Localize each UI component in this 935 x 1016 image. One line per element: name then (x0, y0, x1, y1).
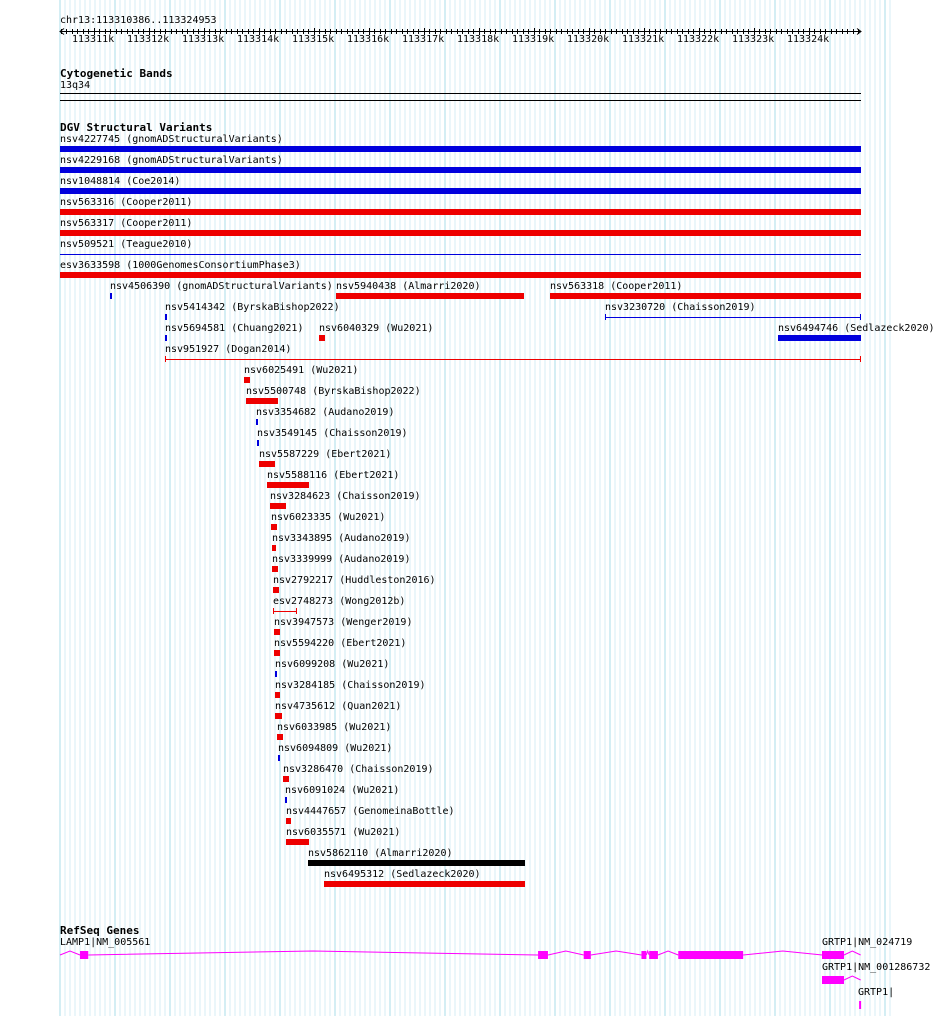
dgv-feature-bar[interactable] (319, 335, 325, 341)
dgv-feature-label: nsv5694581 (Chuang2021) (165, 323, 304, 334)
dgv-feature-label: nsv3284623 (Chaisson2019) (270, 491, 421, 502)
refseq-gene-model[interactable] (822, 973, 861, 987)
dgv-feature-bar[interactable] (60, 146, 861, 152)
dgv-feature-label: nsv3286470 (Chaisson2019) (283, 764, 434, 775)
dgv-feature-label: nsv5500748 (ByrskaBishop2022) (246, 386, 421, 397)
dgv-feature-bar[interactable] (60, 167, 861, 173)
dgv-feature-bar[interactable] (165, 335, 167, 341)
refseq-exon (80, 951, 88, 959)
ruler-tick-label: 113311k (72, 34, 115, 45)
dgv-feature-bar[interactable] (336, 293, 524, 299)
dgv-feature-bar[interactable] (244, 377, 250, 383)
ruler-tick-label: 113320k (567, 34, 610, 45)
dgv-feature-label: nsv1048814 (Coe2014) (60, 176, 181, 187)
dgv-feature-label: nsv6094809 (Wu2021) (278, 743, 393, 754)
refseq-intron (658, 951, 678, 955)
dgv-feature-bar[interactable] (274, 650, 280, 656)
refseq-gene-label: GRTP1| (858, 987, 895, 998)
refseq-exon (649, 951, 658, 959)
cytoband-track-title: Cytogenetic Bands (60, 67, 173, 80)
ruler-axis[interactable] (0, 22, 890, 72)
dgv-feature-bar[interactable] (267, 482, 309, 488)
refseq-exon (859, 1001, 861, 1009)
dgv-feature-bar[interactable] (283, 776, 289, 782)
ruler-tick-label: 113317k (402, 34, 445, 45)
dgv-feature-label: nsv5588116 (Ebert2021) (267, 470, 400, 481)
dgv-feature-bar[interactable] (274, 629, 280, 635)
dgv-feature-bar[interactable] (60, 254, 861, 255)
dgv-feature-label: nsv6040329 (Wu2021) (319, 323, 434, 334)
dgv-feature-bar[interactable] (165, 359, 861, 360)
dgv-feature-label: nsv6033985 (Wu2021) (277, 722, 392, 733)
cytoband-label: 13q34 (60, 80, 91, 91)
dgv-feature-bar[interactable] (275, 671, 277, 677)
dgv-feature-label: nsv4229168 (gnomADStructuralVariants) (60, 155, 283, 166)
dgv-feature-bar[interactable] (259, 461, 275, 467)
refseq-exon (641, 951, 646, 959)
dgv-feature-bar[interactable] (271, 524, 277, 530)
dgv-feature-bar[interactable] (270, 503, 286, 509)
dgv-feature-label: nsv563318 (Cooper2011) (550, 281, 683, 292)
dgv-feature-bar[interactable] (286, 818, 291, 824)
cytoband-line-bottom (60, 100, 861, 101)
dgv-feature-label: nsv6023335 (Wu2021) (271, 512, 386, 523)
dgv-feature-bar[interactable] (110, 293, 112, 299)
dgv-feature-bar[interactable] (60, 230, 861, 236)
cytoband-line-top (60, 93, 861, 94)
dgv-feature-bar[interactable] (550, 293, 861, 299)
dgv-feature-label: nsv6099208 (Wu2021) (275, 659, 390, 670)
ruler-tick-label: 113319k (512, 34, 555, 45)
dgv-feature-bar[interactable] (246, 398, 278, 404)
ruler-tick-label: 113312k (127, 34, 170, 45)
dgv-feature-bar[interactable] (257, 440, 259, 446)
refseq-intron (743, 951, 822, 955)
dgv-feature-bar[interactable] (275, 713, 282, 719)
refseq-exon (538, 951, 548, 959)
dgv-feature-label: nsv6495312 (Sedlazeck2020) (324, 869, 481, 880)
dgv-feature-endcap (165, 356, 166, 362)
refseq-intron (844, 976, 861, 980)
refseq-gene-label: LAMP1|NM_005561 (60, 937, 151, 948)
refseq-gene-label: GRTP1|NM_001286732 (822, 962, 931, 973)
dgv-feature-label: nsv6494746 (Sedlazeck2020) (778, 323, 935, 334)
dgv-feature-bar[interactable] (308, 860, 525, 866)
refseq-track-title: RefSeq Genes (60, 924, 140, 937)
refseq-exon (584, 951, 591, 959)
dgv-feature-bar[interactable] (60, 209, 861, 215)
dgv-feature-label: nsv3947573 (Wenger2019) (274, 617, 413, 628)
dgv-feature-label: nsv509521 (Teague2010) (60, 239, 193, 250)
ruler-tick-label: 113314k (237, 34, 280, 45)
dgv-track-title: DGV Structural Variants (60, 121, 213, 134)
dgv-feature-label: nsv3343895 (Audano2019) (272, 533, 411, 544)
dgv-feature-label: nsv5587229 (Ebert2021) (259, 449, 392, 460)
dgv-feature-bar[interactable] (286, 839, 309, 845)
dgv-feature-bar[interactable] (278, 755, 280, 761)
dgv-feature-label: esv3633598 (1000GenomesConsortiumPhase3) (60, 260, 301, 271)
dgv-feature-endcap (273, 608, 274, 614)
refseq-exon (822, 951, 844, 959)
dgv-feature-endcap (860, 356, 861, 362)
dgv-feature-label: nsv4506390 (gnomADStructuralVariants) (110, 281, 333, 292)
dgv-feature-bar[interactable] (285, 797, 287, 803)
dgv-feature-label: nsv6035571 (Wu2021) (286, 827, 401, 838)
dgv-feature-bar[interactable] (165, 314, 167, 320)
refseq-gene-model[interactable] (60, 948, 822, 962)
dgv-feature-label: nsv5414342 (ByrskaBishop2022) (165, 302, 340, 313)
dgv-feature-label: nsv4447657 (GenomeinaBottle) (286, 806, 455, 817)
dgv-feature-bar[interactable] (273, 587, 279, 593)
dgv-feature-endcap (605, 314, 606, 320)
ruler-position-label: chr13:113310386..113324953 (60, 15, 217, 26)
dgv-feature-bar[interactable] (605, 317, 861, 318)
dgv-feature-label: nsv4735612 (Quan2021) (275, 701, 402, 712)
refseq-exon (678, 951, 743, 959)
refseq-intron (646, 951, 649, 955)
dgv-feature-label: esv2748273 (Wong2012b) (273, 596, 406, 607)
refseq-gene-model[interactable] (858, 998, 861, 1012)
dgv-feature-label: nsv3354682 (Audano2019) (256, 407, 395, 418)
dgv-feature-label: nsv3230720 (Chaisson2019) (605, 302, 756, 313)
ruler-tick-label: 113316k (347, 34, 390, 45)
ruler-tick-label: 113324k (787, 34, 830, 45)
dgv-feature-label: nsv5940438 (Almarri2020) (336, 281, 481, 292)
dgv-feature-label: nsv563317 (Cooper2011) (60, 218, 193, 229)
dgv-feature-label: nsv3284185 (Chaisson2019) (275, 680, 426, 691)
ruler-tick-label: 113322k (677, 34, 720, 45)
dgv-feature-bar[interactable] (324, 881, 525, 887)
ruler-tick-label: 113323k (732, 34, 775, 45)
refseq-intron (88, 951, 538, 955)
ruler-tick-label: 113321k (622, 34, 665, 45)
dgv-feature-label: nsv951927 (Dogan2014) (165, 344, 292, 355)
dgv-feature-bar[interactable] (275, 692, 280, 698)
refseq-intron (844, 951, 861, 955)
refseq-intron (548, 951, 584, 955)
ruler-tick-label: 113318k (457, 34, 500, 45)
dgv-feature-label: nsv3339999 (Audano2019) (272, 554, 411, 565)
dgv-feature-bar[interactable] (272, 566, 278, 572)
refseq-gene-label: GRTP1|NM_024719 (822, 937, 913, 948)
dgv-feature-label: nsv6025491 (Wu2021) (244, 365, 359, 376)
dgv-feature-bar[interactable] (256, 419, 258, 425)
dgv-feature-label: nsv5594220 (Ebert2021) (274, 638, 407, 649)
dgv-feature-label: nsv3549145 (Chaisson2019) (257, 428, 408, 439)
ruler-tick-label: 113315k (292, 34, 335, 45)
refseq-intron (60, 951, 80, 955)
dgv-feature-label: nsv563316 (Cooper2011) (60, 197, 193, 208)
refseq-gene-model[interactable] (822, 948, 861, 962)
refseq-intron (591, 951, 642, 955)
dgv-feature-label: nsv4227745 (gnomADStructuralVariants) (60, 134, 283, 145)
dgv-feature-label: nsv5862110 (Almarri2020) (308, 848, 453, 859)
ruler-tick-label: 113313k (182, 34, 225, 45)
dgv-feature-bar[interactable] (273, 611, 297, 612)
dgv-feature-bar[interactable] (60, 188, 861, 194)
dgv-feature-label: nsv2792217 (Huddleston2016) (273, 575, 436, 586)
dgv-feature-endcap (296, 608, 297, 614)
dgv-feature-label: nsv6091024 (Wu2021) (285, 785, 400, 796)
dgv-feature-bar[interactable] (272, 545, 276, 551)
dgv-feature-bar[interactable] (60, 272, 861, 278)
dgv-feature-endcap (860, 314, 861, 320)
dgv-feature-bar[interactable] (277, 734, 283, 740)
refseq-exon (822, 976, 844, 984)
dgv-feature-bar[interactable] (778, 335, 861, 341)
